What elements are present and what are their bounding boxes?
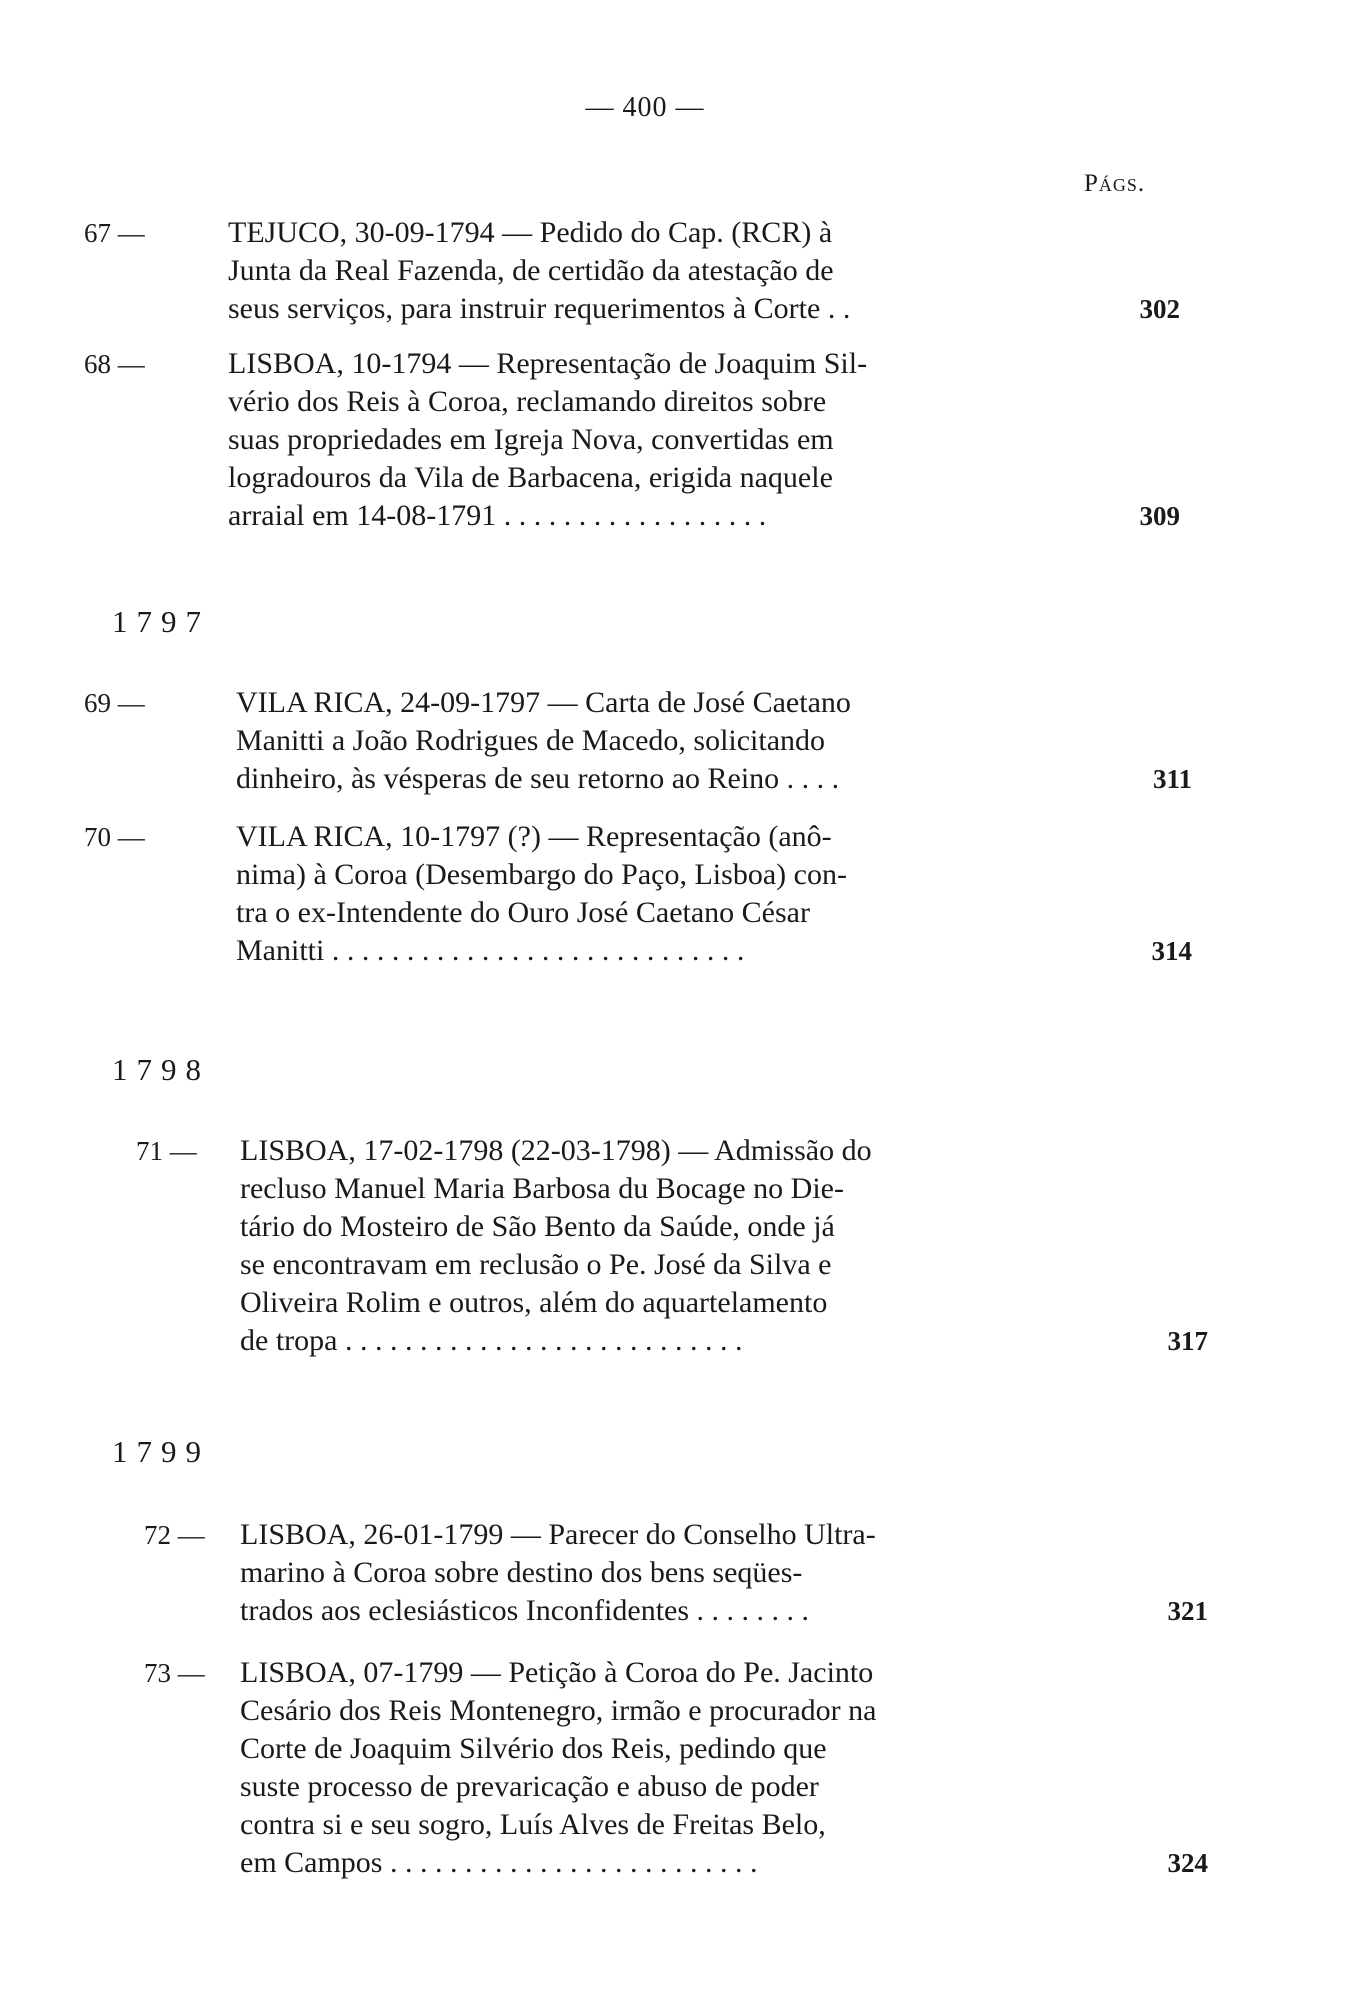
entry-line: suas propriedades em Igreja Nova, convertidas em xyxy=(228,423,834,456)
entry-line: nima) à Coroa (Desembargo do Paço, Lisboa) con- xyxy=(236,858,847,891)
entry-line: Cesário dos Reis Montenegro, irmão e procurador na xyxy=(240,1694,877,1727)
entry-line: de tropa . . . . . . . . . . . . . . . . . . . . . . . . . . . xyxy=(240,1324,743,1357)
entry-line: Manitti a João Rodrigues de Macedo, solicitando xyxy=(236,724,826,757)
entry-line: TEJUCO, 30-09-1794 — Pedido do Cap. (RCR) à xyxy=(228,216,833,249)
entry-number: 70 — xyxy=(84,822,145,852)
page-number: — 400 — xyxy=(585,92,705,123)
entry-line: LISBOA, 10-1794 — Representação de Joaquim Sil- xyxy=(228,347,868,380)
year-heading-1798: 1798 xyxy=(112,1052,210,1087)
entry-line: LISBOA, 26-01-1799 — Parecer do Conselho Ultra- xyxy=(240,1518,876,1551)
entry-line: contra si e seu sogro, Luís Alves de Freitas Belo, xyxy=(240,1808,826,1841)
entry-line: se encontravam em reclusão o Pe. José da Silva e xyxy=(240,1248,832,1281)
entry-line: arraial em 14-08-1791 . . . . . . . . . . . . . . . . . . xyxy=(228,499,767,532)
entry-description xyxy=(236,684,1046,798)
entry-line: recluso Manuel Maria Barbosa du Bocage no Die- xyxy=(240,1172,844,1205)
entry-line: suste processo de prevaricação e abuso de poder xyxy=(240,1770,819,1803)
entry-page-number: 302 xyxy=(1139,294,1180,324)
entry-description xyxy=(228,345,1038,535)
year-heading-1797: 1797 xyxy=(112,604,210,639)
entry-page-number: 309 xyxy=(1139,501,1180,531)
entry-description xyxy=(228,214,1038,328)
entry-number: 71 — xyxy=(136,1136,197,1166)
entry-line: LISBOA, 07-1799 — Petição à Coroa do Pe. Jacinto xyxy=(240,1656,874,1689)
entry-line: Manitti . . . . . . . . . . . . . . . . . . . . . . . . . . . . xyxy=(236,934,745,967)
entry-line: trados aos eclesiásticos Inconfidentes . . . . . . . . xyxy=(240,1594,810,1627)
entry-line: dinheiro, às vésperas de seu retorno ao Reino . . . . xyxy=(236,762,840,795)
entry-number: 69 — xyxy=(84,688,145,718)
entry-number: 68 — xyxy=(84,349,145,379)
entry-line: Oliveira Rolim e outros, além do aquartelamento xyxy=(240,1286,828,1319)
entry-line: logradouros da Vila de Barbacena, erigida naquele xyxy=(228,461,833,494)
entry-line: VILA RICA, 10-1797 (?) — Representação (anô- xyxy=(236,820,832,853)
entry-description xyxy=(240,1654,1050,1882)
entry-number: 67 — xyxy=(84,218,145,248)
entry-line: Corte de Joaquim Silvério dos Reis, pedindo que xyxy=(240,1732,827,1765)
entry-description xyxy=(240,1516,1050,1630)
entry-line: em Campos . . . . . . . . . . . . . . . . . . . . . . . . . xyxy=(240,1846,758,1879)
entry-line: Junta da Real Fazenda, de certidão da atestação de xyxy=(228,254,834,287)
entry-number: 72 — xyxy=(144,1520,205,1550)
entry-line: VILA RICA, 24-09-1797 — Carta de José Caetano xyxy=(236,686,851,719)
entry-line: LISBOA, 17-02-1798 (22-03-1798) — Admissão do xyxy=(240,1134,872,1167)
year-heading-1799: 1799 xyxy=(112,1434,210,1469)
entry-line: tário do Mosteiro de São Bento da Saúde, onde já xyxy=(240,1210,835,1243)
entry-description xyxy=(240,1132,1050,1360)
entry-line: vério dos Reis à Coroa, reclamando direitos sobre xyxy=(228,385,827,418)
pages-column-label: Págs. xyxy=(1084,170,1146,197)
entry-page-number: 324 xyxy=(1167,1848,1208,1878)
entry-line: seus serviços, para instruir requerimentos à Corte . . xyxy=(228,292,851,325)
entry-description xyxy=(236,818,1046,970)
entry-page-number: 317 xyxy=(1167,1326,1208,1356)
entry-page-number: 311 xyxy=(1152,764,1192,794)
entry-number: 73 — xyxy=(144,1658,205,1688)
entry-line: tra o ex-Intendente do Ouro José Caetano César xyxy=(236,896,810,929)
entry-page-number: 314 xyxy=(1151,936,1192,966)
entry-line: marino à Coroa sobre destino dos bens seqües- xyxy=(240,1556,803,1589)
entry-page-number: 321 xyxy=(1167,1596,1208,1626)
